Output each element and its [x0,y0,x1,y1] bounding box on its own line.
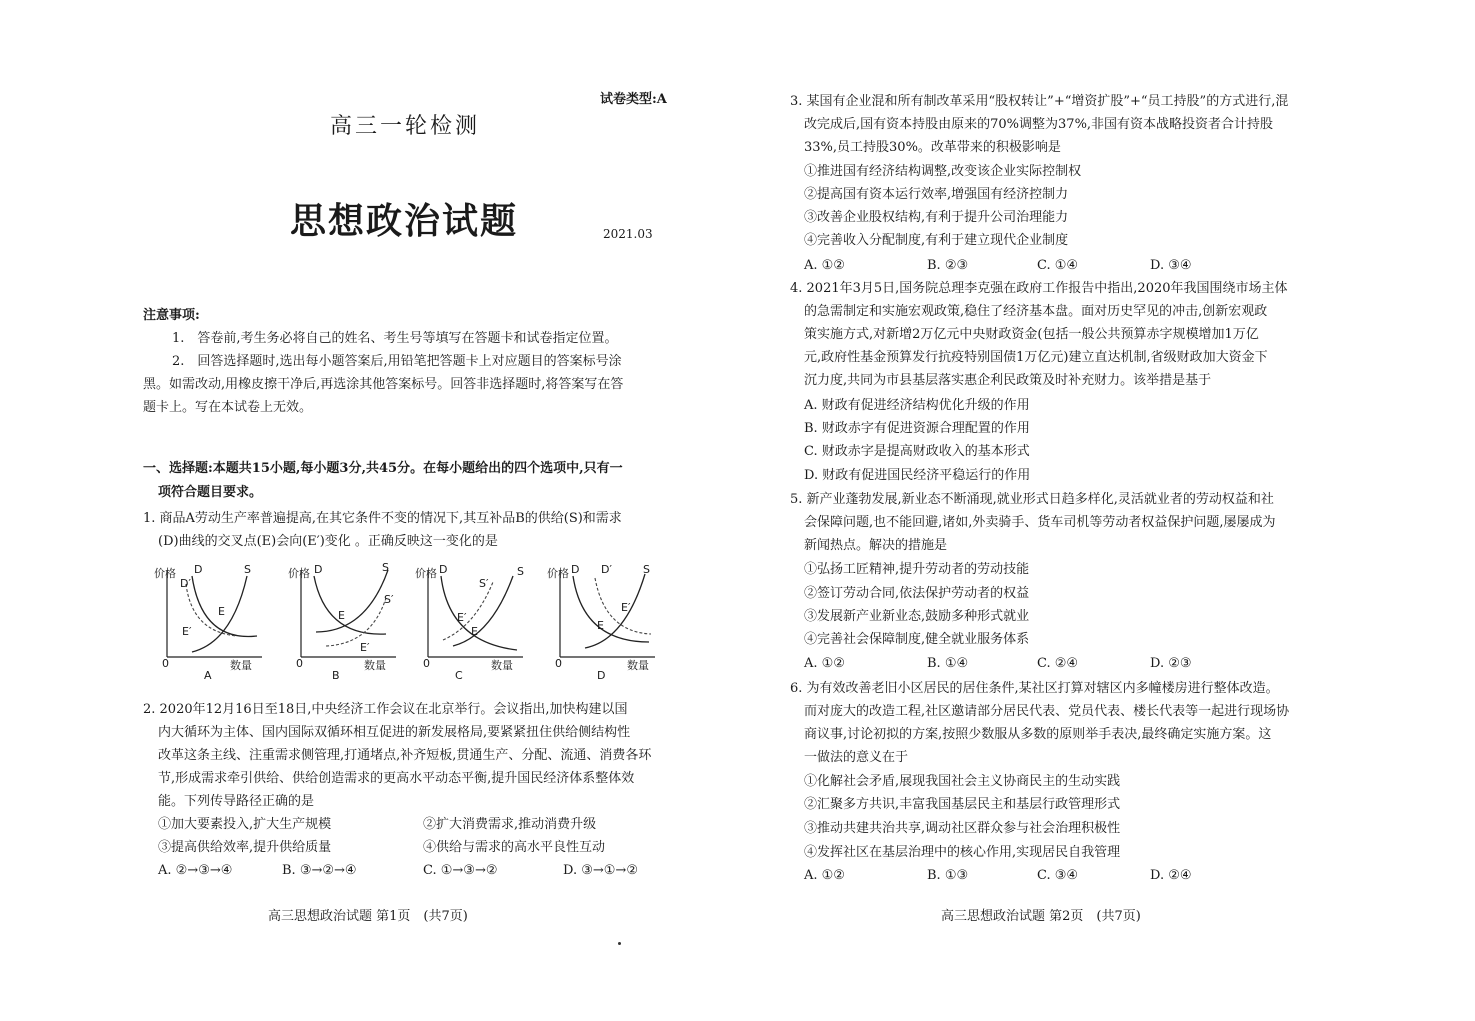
answer-option: C. 财政赤字是提高财政收入的基本形式 [804,444,1030,459]
statement-item: ①推进国有经济结构调整,改变该企业实际控制权 [804,164,1082,179]
curve-label: D′ [601,563,612,576]
question-text: 节,形成需求牵引供给、供给创造需求的更高水平动态平衡,提升国民经济体系整体效 [158,771,635,786]
question-text: 1. 商品A劳动生产率普遍提高,在其它条件不变的情况下,其互补品B的供给(S)和需求 [143,511,622,526]
notice-line: 黑。如需改动,用橡皮擦干净后,再选涂其他答案标号。回答非选择题时,将答案写在答 [143,377,624,392]
curve-label: S [244,563,251,576]
question-text: 的急需制定和实施宏观政策,稳住了经济基本盘。面对历史罕见的冲击,创新宏观政 [804,304,1268,319]
x-axis-label: 数量 [627,659,649,672]
statement-item: ②提高国有资本运行效率,增强国有经济控制力 [804,187,1069,202]
answer-option: B. ①④ [927,656,969,671]
y-axis-label: 价格 [288,567,310,580]
answer-option: D. ②④ [1150,868,1192,883]
statement-item: ④发挥社区在基层治理中的核心作用,实现居民自我管理 [804,845,1121,860]
page-left [0,0,737,1021]
notice-line: 2. 回答选择题时,选出每小题答案后,用铅笔把答题卡上对应题目的答案标号涂 [172,354,622,369]
answer-option: C. ②④ [1037,656,1079,671]
question-text: 新闻热点。解决的措施是 [804,538,948,553]
graph-option-label: D [597,669,606,682]
question-text: 内大循环为主体、国内国际双循环相互促进的新发展格局,要紧紧扭住供给侧结构性 [158,725,631,740]
y-axis-label: 价格 [154,567,176,580]
answer-option: D. 财政有促进国民经济平稳运行的作用 [804,468,1031,483]
answer-option: C. ③④ [1037,868,1079,883]
curve-label: S′ [384,593,394,606]
section-heading: 一、选择题:本题共15小题,每小题3分,共45分。在每小题给出的四个选项中,只有一 [143,461,623,476]
curve-label: S′ [479,577,489,590]
question-text: 改革这条主线、注重需求侧管理,打通堵点,补齐短板,贯通生产、分配、流通、消费各环 [158,748,652,763]
statement-item: ②汇聚多方共识,丰富我国基层民主和基层行政管理形式 [804,797,1121,812]
statement-item: ④完善收入分配制度,有利于建立现代企业制度 [804,233,1069,248]
question-text: 策实施方式,对新增2万亿元中央财政资金(包括一般公共预算赤字规模增加1万亿 [804,327,1259,342]
origin-label: 0 [296,657,303,670]
answer-option: D. ③→①→② [563,863,638,878]
answer-option: D. ③④ [1150,258,1192,273]
answer-option: A. ①② [804,656,845,671]
statement-item: ①加大要素投入,扩大生产规模 [158,817,332,832]
demand-curve-shifted [186,584,237,636]
question-text: 6. 为有效改善老旧小区居民的居住条件,某社区打算对辖区内多幢楼房进行整体改造。 [790,681,1279,696]
page-footer: 高三思想政治试题 第1页 (共7页) [268,909,468,924]
curve-label: S [382,561,389,574]
statement-item: ③推动共建共治共享,调动社区群众参与社会治理积极性 [804,821,1121,836]
supply-curve [316,570,388,632]
origin-label: 0 [555,657,562,670]
page-footer: 高三思想政治试题 第2页 (共7页) [941,909,1141,924]
answer-option: A. ①② [804,868,845,883]
statement-item: ③提高供给效率,提升供给质量 [158,840,332,855]
supply-demand-graph-a [152,562,272,682]
x-axis-label: 数量 [491,659,513,672]
question-text: 一做法的意义在于 [804,750,909,765]
answer-option: A. ②→③→④ [158,863,233,878]
question-text: (D)曲线的交叉点(E)会向(E′)变化 。正确反映这一变化的是 [158,534,498,549]
demand-curve [573,576,649,642]
answer-option: B. ③→②→④ [282,863,357,878]
x-axis-label: 数量 [364,659,386,672]
exam-type: 试卷类型:A [600,92,667,107]
curve-label: D [314,563,323,576]
question-text: 2. 2020年12月16日至18日,中央经济工作会议在北京举行。会议指出,加快构建以国 [143,702,628,717]
answer-option: D. ②③ [1150,656,1192,671]
statement-item: ①化解社会矛盾,展现我国社会主义协商民主的生动实践 [804,774,1121,789]
x-axis-label: 数量 [230,659,252,672]
curve-label: D [194,563,203,576]
question-text: 3. 某国有企业混和所有制改革采用“股权转让”+“增资扩股”+“员工持股”的方式进行,混 [790,94,1289,109]
statement-item: ①弘扬工匠精神,提升劳动者的劳动技能 [804,562,1030,577]
question-text: 5. 新产业蓬勃发展,新业态不断涌现,就业形式日趋多样化,灵活就业者的劳动权益和社 [790,492,1274,507]
curve-label: E [338,609,345,622]
answer-option: A. ①② [804,258,845,273]
curve-label: E [218,605,225,618]
graph-c-svg [413,562,533,682]
answer-option: B. 财政赤字有促进资源合理配置的作用 [804,421,1030,436]
supply-demand-graph-c [413,562,533,682]
supply-curve-shifted [326,598,386,646]
graph-option-label: A [204,669,212,682]
curve-label: E [597,619,604,632]
statement-item: ④完善社会保障制度,健全就业服务体系 [804,632,1030,647]
question-text: 能。下列传导路径正确的是 [158,794,315,809]
graph-option-label: B [332,669,340,682]
answer-option: B. ②③ [927,258,969,273]
question-text: 改完成后,国有资本持股由原来的70%调整为37%,非国有资本战略投资者合计持股 [804,117,1274,132]
section-heading: 项符合题目要求。 [158,485,263,500]
statement-item: ②扩大消费需求,推动消费升级 [423,817,597,832]
exam-header: 高三一轮检测 [330,114,481,139]
statement-item: ③改善企业股权结构,有利于提升公司治理能力 [804,210,1069,225]
exam-date: 2021.03 [603,227,653,241]
statement-item: ③发展新产业新业态,鼓励多种形式就业 [804,609,1030,624]
notice-line: 1. 答卷前,考生务必将自己的姓名、考生号等填写在答题卡和试卷指定位置。 [172,331,618,346]
statement-item: ②签订劳动合同,依法保护劳动者的权益 [804,586,1030,601]
curve-label: E′ [457,611,467,624]
notice-line: 题卡上。写在本试卷上无效。 [143,400,313,415]
answer-option: C. ①④ [1037,258,1079,273]
y-axis-label: 价格 [547,567,569,580]
curve-label: S [517,565,524,578]
exam-title: 思想政治试题 [290,200,519,242]
answer-option: B. ①③ [927,868,969,883]
graph-b-svg [286,562,406,682]
question-text: 4. 2021年3月5日,国务院总理李克强在政府工作报告中指出,2020年我国围绕市场主体 [790,281,1288,296]
scan-dot [618,942,621,945]
answer-option: C. ①→③→② [423,863,498,878]
answer-option: A. 财政有促进经济结构优化升级的作用 [804,398,1030,413]
curve-label: S [643,563,650,576]
curve-label: D [571,563,580,576]
page-right [737,0,1475,1021]
question-text: 元,政府性基金预算发行抗疫特别国债1万亿元)建立直达机制,省级财政加大资金下 [804,350,1268,365]
curve-label: E′ [182,625,192,638]
statement-item: ④供给与需求的高水平良性互动 [423,840,606,855]
question-text: 会保障问题,也不能回避,诸如,外卖骑手、货车司机等劳动者权益保护问题,屡屡成为 [804,515,1276,530]
curve-label: D′ [180,577,191,590]
notice-title: 注意事项: [143,308,200,323]
supply-demand-graph-d [545,562,665,682]
curve-label: E′ [360,641,370,654]
origin-label: 0 [162,657,169,670]
curve-label: E′ [621,601,631,614]
graph-a-svg [152,562,272,682]
demand-curve [314,576,386,634]
origin-label: 0 [423,657,430,670]
question-text: 沉力度,共同为市县基层落实惠企利民政策及时补充财力。该举措是基于 [804,373,1212,388]
question-text: 商议事,讨论初拟的方案,按照少数服从多数的原则举手表决,最终确定实施方案。这 [804,727,1272,742]
graph-option-label: C [455,669,463,682]
y-axis-label: 价格 [415,567,437,580]
curve-label: D [439,563,448,576]
question-text: 33%,员工持股30%。改革带来的积极影响是 [804,140,1061,155]
supply-demand-graph-b [286,562,406,682]
curve-label: E [471,625,478,638]
question-text: 而对庞大的改造工程,社区邀请部分居民代表、党员代表、楼长代表等一起进行现场协 [804,704,1290,719]
